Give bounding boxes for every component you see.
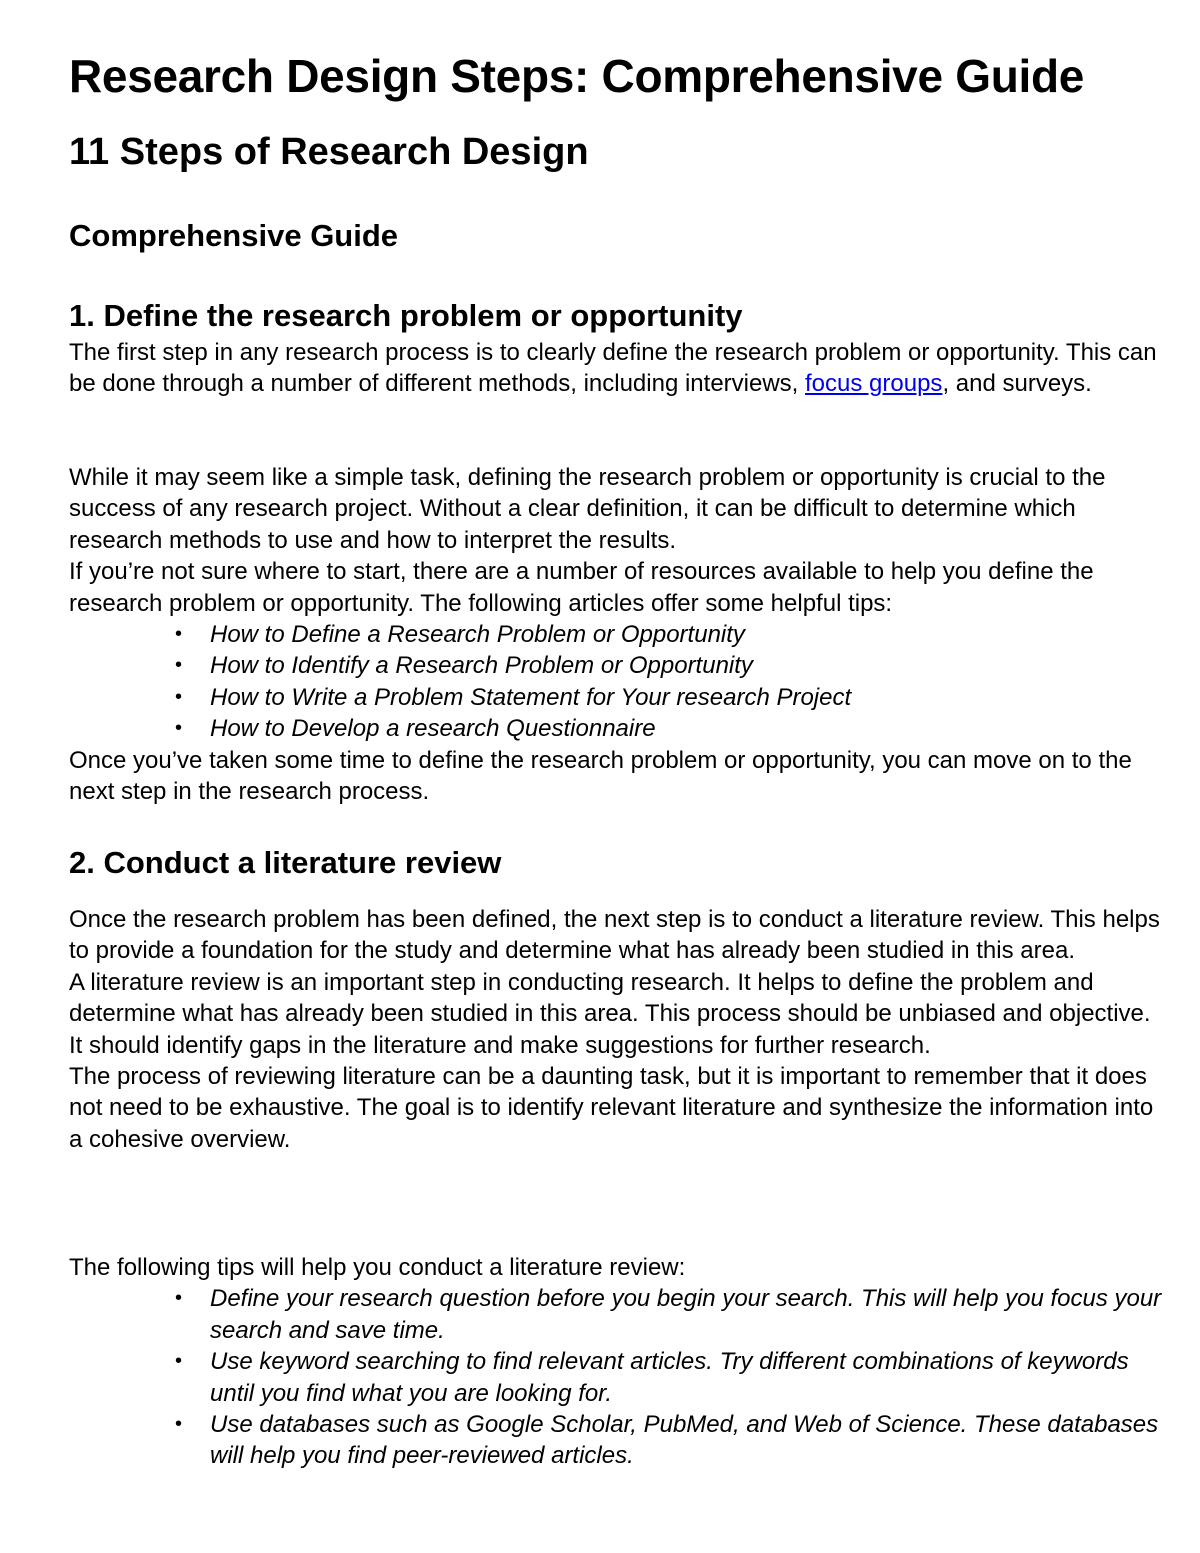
document-title: Research Design Steps: Comprehensive Guide xyxy=(69,50,1085,102)
step2-tips-list xyxy=(69,1283,1164,1471)
step1-paragraph-1: The first step in any research process is to clearly define the research problem or opportunity. This can be done through a number of different methods, including interviews, focus groups, and surveys. xyxy=(69,339,1157,398)
list-item: • How to Write a Problem Statement for Your research Project xyxy=(69,682,1164,713)
list-item: • Use keyword searching to find relevant articles. Try different combinations of keywords until you find what you are looking for. xyxy=(175,1348,1129,1407)
step2-paragraph-4: The following tips will help you conduct a literature review: xyxy=(69,1254,686,1281)
bullet-icon: • xyxy=(175,654,183,677)
bullet-icon: • xyxy=(175,685,183,708)
list-item: • How to Identify a Research Problem or Opportunity xyxy=(69,650,1164,681)
step2-heading: 2. Conduct a literature review xyxy=(69,845,502,880)
list-item: • Define your research question before you begin your search. This will help you focus your search and save time. xyxy=(175,1285,1162,1344)
bullet-icon: • xyxy=(175,623,183,646)
list-item: • Use databases such as Google Scholar, PubMed, and Web of Science. These databases will help you find peer-reviewed articles. xyxy=(175,1411,1159,1470)
bullet-icon: • xyxy=(175,1287,183,1310)
step1-heading: 1. Define the research problem or opportunity xyxy=(69,298,743,333)
step2-tips xyxy=(69,1252,1164,1472)
step1-paragraph-3: If you’re not sure where to start, there are a number of resources available to help you define the research problem or opportunity. The following articles offer some helpful tips: xyxy=(69,558,1094,617)
list-item: • How to Develop a research Questionnaire xyxy=(69,713,1164,744)
step1-resource-list xyxy=(69,619,1164,745)
document-subtitle: 11 Steps of Research Design xyxy=(69,131,589,173)
document-page xyxy=(69,40,1164,1470)
step2-paragraph-1: Once the research problem has been defined, the next step is to conduct a literature review. This helps to provide a foundation for the study and determine what has already been studied in this area. xyxy=(69,906,1160,965)
step2-paragraph-3: The process of reviewing literature can be a daunting task, but it is important to remember that it does not need to be exhaustive. The goal is to identify relevant literature and synthesize the information into a cohesive overview. xyxy=(69,1063,1154,1153)
bullet-icon: • xyxy=(175,1413,183,1436)
focus-groups-link[interactable]: focus groups xyxy=(805,370,943,398)
step2-body xyxy=(69,904,1164,1155)
step1-body xyxy=(69,462,1164,807)
list-item: • How to Define a Research Problem or Opportunity xyxy=(69,619,1164,650)
step1-paragraph-4: Once you’ve taken some time to define the research problem or opportunity, you can move on to the next step in the research process. xyxy=(69,746,1132,806)
step2-paragraph-2: A literature review is an important step in conducting research. It helps to define the problem and determine what has already been studied in this area. This process should be unbiased and objective. It should identify gaps in the literature and make suggestions for further research. xyxy=(69,968,1151,1059)
bullet-icon: • xyxy=(175,1350,183,1373)
step1-intro xyxy=(69,337,1164,400)
guide-heading: Comprehensive Guide xyxy=(69,218,399,253)
step1-paragraph-2: While it may seem like a simple task, defining the research problem or opportunity is crucial to the success of any research project. Without a clear definition, it can be difficult to determine which research methods to use and how to interpret the results. xyxy=(69,464,1106,554)
bullet-icon: • xyxy=(175,717,183,740)
